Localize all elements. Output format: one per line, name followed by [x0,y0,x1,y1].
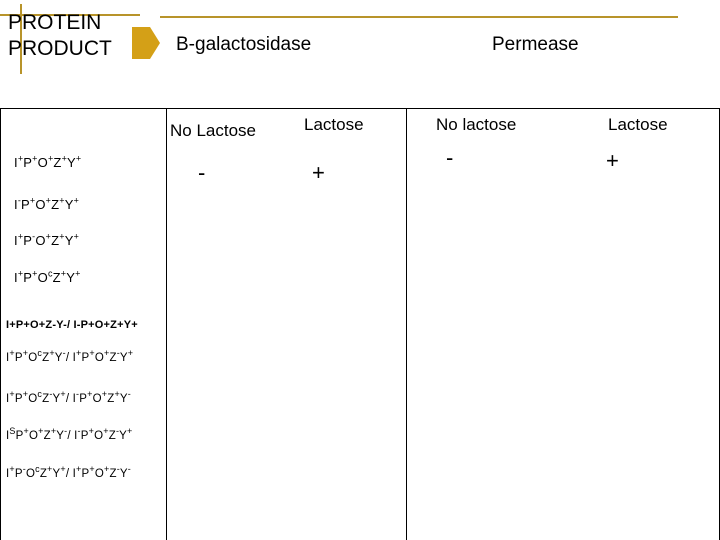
pointer-arrow-icon [132,23,162,63]
row1-bgal-no-lactose: - [198,160,206,185]
protein-product-title [8,10,112,62]
table-left-border [0,108,1,540]
row1-bgal-lactose: + [312,160,325,185]
col-divider-1 [166,108,167,540]
table-top-border [0,108,720,109]
genotype-text: $I^+P^+O^cZ^-Y^+/$ I-P+O+Z+Y- [6,389,131,405]
row1-perm-no-lactose: - [446,145,454,170]
genotype-text: $I^+P^+O^cZ^+Y^-/$ I+P+O+Z-Y+ [6,348,134,364]
genotype-row-3 [14,233,79,248]
genotype-row-6 [6,348,134,364]
genotype-text: I-P+O+Z+Y+ [14,195,80,212]
col-divider-2 [406,108,407,540]
b-galactosidase-header: B-galactosidase [176,34,312,55]
genotype-text: $I^+P^-O^cZ^+Y^+/$ I+P+O+Z-Y- [6,464,131,480]
genotype-text: $I^SP^+O^+Z^+Y^-/$ I-P+O+Z-Y+ [6,426,133,442]
perm-lactose-header: Lactose [608,115,668,134]
genotype-row-2 [14,197,79,212]
genotype-text: I+P+O+Z+Y+ [14,153,82,170]
bgal-lactose-header: Lactose [304,115,364,134]
permease-header: Permease [492,34,579,55]
genotype-text: I+P-O+Z+Y+ [14,231,80,248]
top-gold-rule-right [160,16,678,18]
title-line-1: PROTEIN [8,11,102,34]
genotype-text: $I^+P^+O^cZ^+Y^+$ [14,268,81,285]
genotype-row-4 [14,270,81,285]
bgal-no-lactose-header: No Lactose [170,121,256,140]
genotype-text: I+P+O+Z-Y-/ I-P+O+Z+Y+ [6,319,138,331]
perm-no-lactose-header: No lactose [436,115,517,134]
row1-perm-lactose: + [606,148,619,173]
genotype-row-9 [6,464,131,480]
title-line-2: PRODUCT [8,37,112,60]
genotype-row-8 [6,426,133,442]
genotype-row-7 [6,389,131,405]
genotype-row-5 [6,319,138,331]
genotype-row-1 [14,155,81,170]
